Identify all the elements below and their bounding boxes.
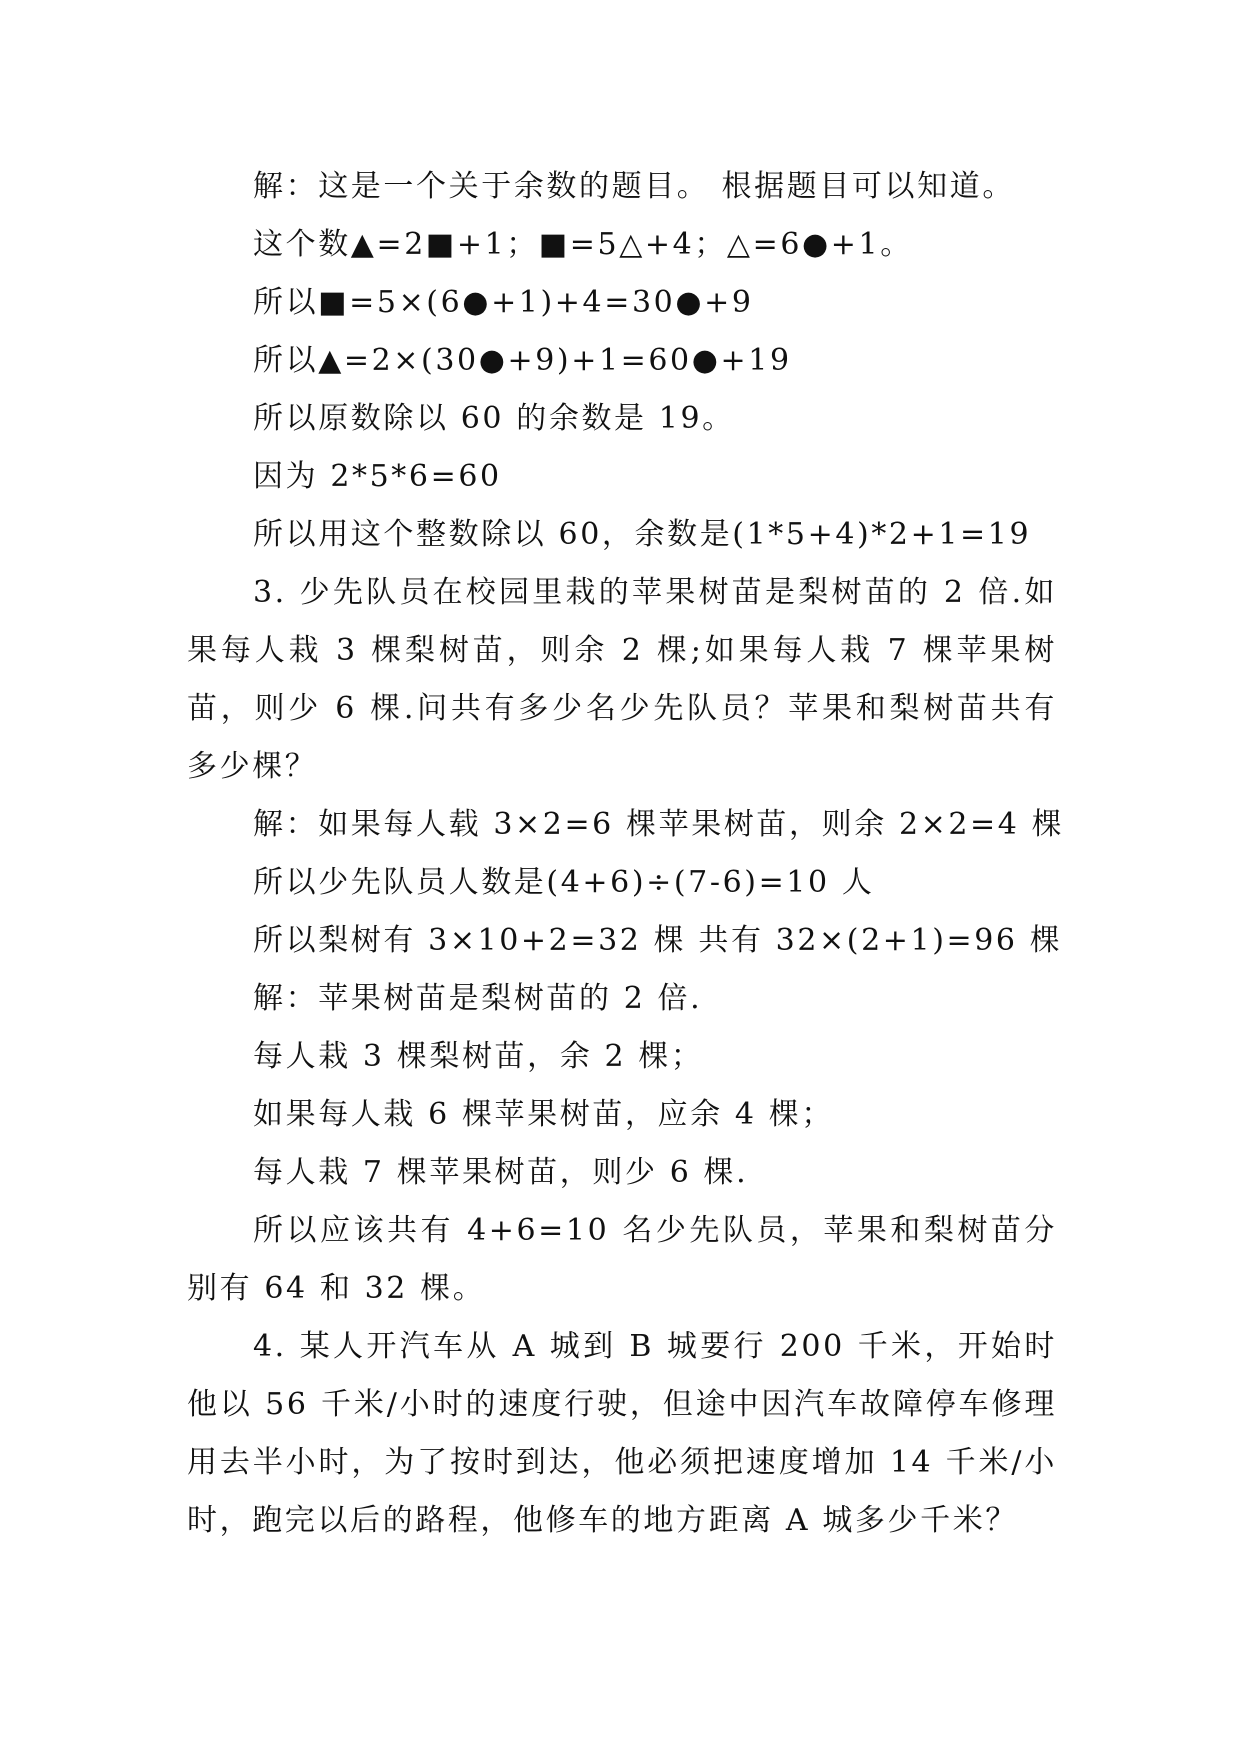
problem-3-text: 3. 少先队员在校园里栽的苹果树苗是梨树苗的 2 倍.如果每人栽 3 棵梨树苗，则余 2 棵;如果每人栽 7 棵苹果树苗，则少 6 棵.问共有多少名少先队员？苹果和梨树苗共有多少棵？: [187, 575, 1057, 784]
solution-line: 每人栽 7 棵苹果树苗，则少 6 棵.: [253, 1155, 749, 1190]
solution-line: 所以■=5×(6●+1)+4=30●+9: [253, 285, 754, 320]
solution-line: 这个数▲=2■+1；■=5△+4；△=6●+1。: [253, 227, 913, 262]
solution-line: 解：这是一个关于余数的题目。 根据题目可以知道。: [253, 169, 1015, 204]
solution-line: 如果每人栽 6 棵苹果树苗，应余 4 棵；: [253, 1097, 834, 1132]
solution-line: 每人栽 3 棵梨树苗，余 2 棵；: [253, 1039, 704, 1074]
solution-line: 因为 2*5*6=60: [253, 459, 502, 494]
solution-line: 所以梨树有 3×10+2=32 棵 共有 32×(2+1)=96 棵: [253, 923, 1063, 958]
solution-line: 解：苹果树苗是梨树苗的 2 倍.: [253, 981, 703, 1016]
solution-line: 所以少先队员人数是(4+6)÷(7-6)=10 人: [253, 865, 875, 900]
problem-4-text: 4. 某人开汽车从 A 城到 B 城要行 200 千米，开始时他以 56 千米/小时的速度行驶，但途中因汽车故障停车修理用去半小时，为了按时到达，他必须把速度增加 14 千米/小时，跑完以后的路程，他修车的地方距离 A 城多少千米？: [187, 1329, 1057, 1538]
solution-line: 所以原数除以 60 的余数是 19。: [253, 401, 735, 436]
solution-line: 所以▲=2×(30●+9)+1=60●+19: [253, 343, 792, 378]
solution-conclusion: 所以应该共有 4+6=10 名少先队员，苹果和梨树苗分别有 64 和 32 棵。: [187, 1213, 1057, 1306]
document-body: [187, 158, 1065, 1550]
solution-line: 所以用这个整数除以 60，余数是(1*5+4)*2+1=19: [253, 517, 1032, 552]
solution-line: 解：如果每人载 3×2=6 棵苹果树苗，则余 2×2=4 棵: [253, 807, 1065, 842]
